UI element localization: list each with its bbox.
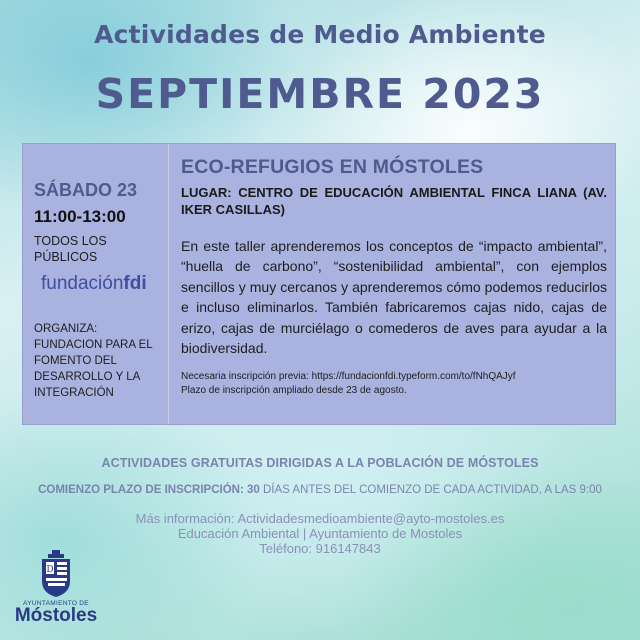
header-title: Actividades de Medio Ambiente: [94, 20, 546, 49]
logo-text-light: fundación: [41, 273, 124, 294]
fundacion-fdi-logo: [41, 273, 168, 295]
event-location: LUGAR: CENTRO DE EDUCACIÓN AMBIENTAL FINCA LIANA (AV. IKER CASILLAS): [181, 185, 607, 217]
municipality-logo: [8, 548, 104, 627]
free-activities-note: ACTIVIDADES GRATUITAS DIRIGIDAS A LA POBLACIÓN DE MÓSTOLES: [101, 456, 539, 470]
event-registration: [181, 370, 607, 397]
mostoles-shield-icon: [39, 548, 73, 598]
event-organizer: ORGANIZA: FUNDACION PARA EL FOMENTO DEL DESARROLLO Y LA INTEGRACIÓN: [34, 323, 153, 399]
department-line: Educación Ambiental | Ayuntamiento de Mostoles: [177, 526, 463, 541]
svg-text:D: D: [46, 565, 54, 575]
event-panel: [22, 143, 616, 425]
plazo-label: COMIENZO PLAZO DE INSCRIPCIÓN:: [38, 484, 244, 496]
event-title: ECO-REFUGIOS EN MÓSTOLES: [181, 156, 484, 178]
phone-line: Teléfono: 916147843: [259, 541, 381, 556]
plazo-days: 30: [247, 484, 260, 496]
info-email-line[interactable]: Más información: Actividadesmedioambiente@ayto-mostoles.es: [135, 511, 505, 526]
event-details-column: [23, 144, 169, 424]
header-month: SEPTIEMBRE 2023: [95, 70, 545, 118]
municipality-small-label: AYUNTAMIENTO DE: [23, 600, 89, 607]
registration-link-line[interactable]: Necesaria inscripción previa: https://fundacionfdi.typeform.com/to/fNhQAJyf: [181, 371, 516, 383]
event-content-column: [181, 156, 607, 397]
event-description: En este taller aprenderemos los conceptos de “impacto ambiental”, “huella de carbono”, “sostenibilidad ambiental”, con ejemplos sencillos y muy cercanos y aprenderemos cómo podemos reducirlos e incluso eliminarlos. También fabricaremos cajas nido, cajas de erizo, cajas de murciélago o comederos de aves para ayudar a la biodiversidad.: [181, 238, 607, 357]
municipality-name: Móstoles: [14, 605, 98, 626]
event-day: SÁBADO 23: [34, 180, 138, 200]
registration-start-note: [0, 484, 640, 496]
logo-text-bold: fdi: [123, 273, 147, 294]
registration-deadline: Plazo de inscripción ampliado desde 23 de agosto.: [181, 384, 407, 396]
plazo-rest: DÍAS ANTES DEL COMIENZO DE CADA ACTIVIDAD, A LAS 9:00: [263, 484, 602, 496]
event-time: 11:00-13:00: [34, 207, 126, 226]
event-audience: TODOS LOS PÚBLICOS: [34, 234, 107, 264]
